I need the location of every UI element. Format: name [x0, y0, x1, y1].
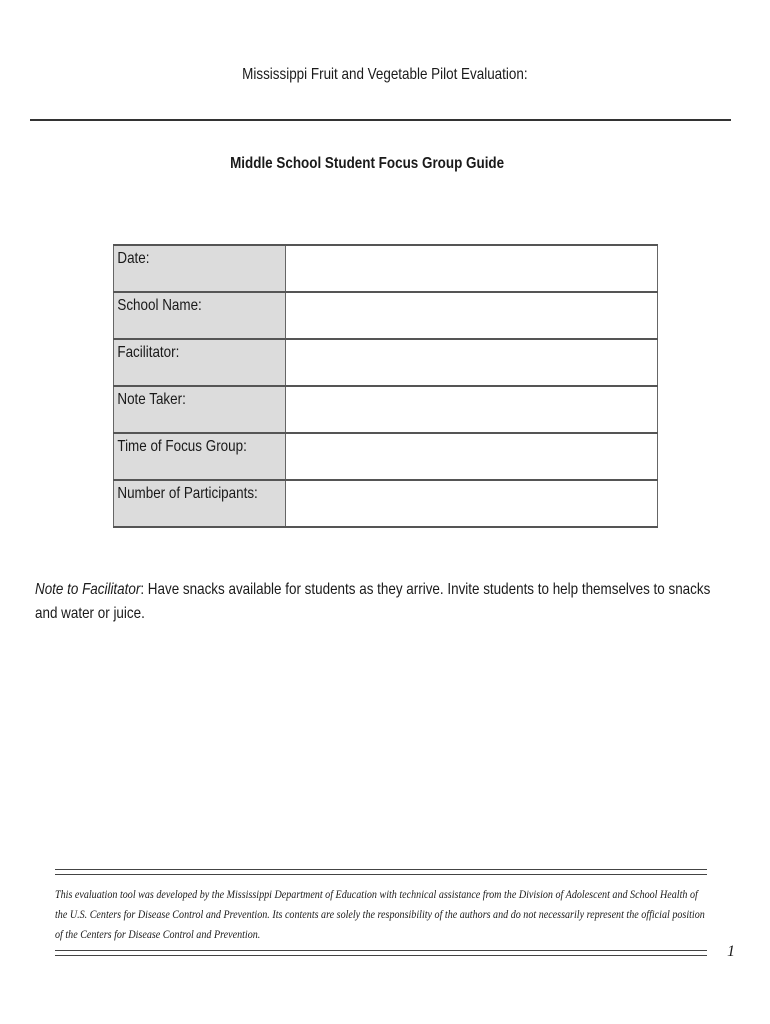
- time-of-focus-group-field[interactable]: [286, 433, 658, 480]
- time-label-cell: [114, 433, 286, 480]
- footer-bottom-divider: [55, 950, 707, 956]
- date-label-cell: [114, 245, 286, 292]
- facilitator-label-cell: [114, 339, 286, 386]
- facilitator-note-text: : Have snacks available for students as they arrive. Invite students to help themselves to snacks and water or juice.: [35, 581, 711, 622]
- school-name-field[interactable]: [286, 292, 658, 339]
- table-row: [114, 433, 658, 480]
- table-row: [114, 386, 658, 433]
- header-title-text: Mississippi Fruit and Vegetable Pilot Evaluation:: [242, 66, 528, 83]
- facilitator-label: Facilitator:: [117, 344, 180, 361]
- footer-top-divider: [55, 869, 707, 875]
- footer-disclaimer: This evaluation tool was developed by the Mississippi Department of Education with technical assistance from the Division of Adolescent and School Health of the U.S. Centers for Disease Control and Prevention. Its contents are solely the responsibility of the authors and do not necessarily represent the official position of the Centers for Disease Control and Prevention.: [55, 887, 705, 941]
- school-name-label-cell: [114, 292, 286, 339]
- facilitator-note: [35, 578, 732, 626]
- number-of-participants-field[interactable]: [286, 480, 658, 527]
- facilitator-field[interactable]: [286, 339, 658, 386]
- page-number: 1: [727, 943, 735, 960]
- facilitator-note-label: Note to Facilitator: [35, 581, 141, 598]
- document-title: [0, 155, 734, 173]
- date-field[interactable]: [286, 245, 658, 292]
- participants-label-cell: [114, 480, 286, 527]
- focus-group-info-table: [113, 244, 658, 528]
- table-row: [114, 339, 658, 386]
- table-row: [114, 292, 658, 339]
- note-taker-label-cell: [114, 386, 286, 433]
- number-of-participants-label: Number of Participants:: [117, 485, 258, 502]
- document-title-text: Middle School Student Focus Group Guide: [229, 155, 505, 172]
- note-taker-field[interactable]: [286, 386, 658, 433]
- table-row: [114, 245, 658, 292]
- header-divider: [30, 119, 731, 121]
- header-title: [0, 66, 770, 84]
- note-taker-label: Note Taker:: [117, 391, 186, 408]
- school-name-label: School Name:: [117, 297, 202, 314]
- table-row: [114, 480, 658, 527]
- time-of-focus-group-label: Time of Focus Group:: [117, 438, 247, 455]
- date-label: Date:: [117, 250, 150, 267]
